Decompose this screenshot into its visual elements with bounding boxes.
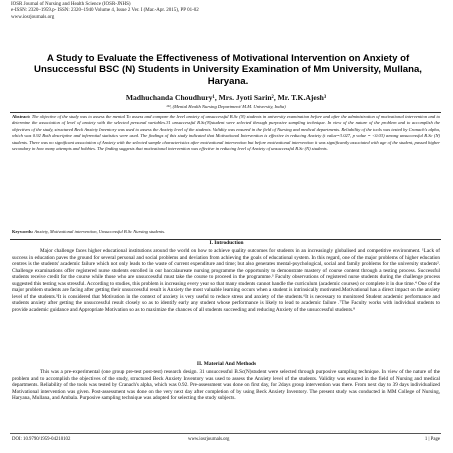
footer-doi: DOI: 10.9790/1959-04210102	[12, 437, 71, 442]
footer-site[interactable]: www.iosrjournals.org	[188, 437, 230, 442]
section-heading-introduction: I. Introduction	[209, 240, 244, 246]
abstract-label: Abstract:	[12, 114, 31, 119]
journal-issn: e-ISSN: 2320–1959.p- ISSN: 2320–1940 Volume 4, Issue 2 Ver. I (Mar.-Apr. 2015), PP 01-02	[11, 8, 199, 14]
paper-title: A Study to Evaluate the Effectiveness of Motivational Intervention on Anxiety of Unsuccessful BSC (N) Students in University Examination of Mm University, Mullana, Haryana.	[34, 53, 422, 87]
keywords	[12, 229, 440, 235]
section-heading-methods: II. Material And Methods	[196, 361, 257, 367]
journal-url[interactable]: www.iosrjournals.org	[11, 14, 55, 20]
author-list: Madhuchanda Choudhury¹, Mrs. Jyoti Sarin², Mr. T.K.Ajesh³	[125, 93, 327, 102]
abstract	[12, 114, 440, 152]
keywords-label: Keywords:	[12, 229, 34, 234]
keywords-text: Anxiety, Motivational intervention, Unsuccessful B.Sc Nursing students.	[34, 229, 166, 234]
author-affiliation: ¹²³, (Mental Health Nursing Department/ M.M. University, India)	[166, 104, 286, 109]
journal-header	[11, 2, 441, 21]
footer-divider	[10, 433, 441, 434]
section-text-introduction: Major challenge faces higher educational institutions around the world on how to achieve quality outcomes for students in an increasingly globalised and competitive environment. ¹Lack of success in education paves the ground for several personal and social problems and deviation from achieving the goals of educational system. In this regard, one of the major problems of higher education centres is the students' academic failure which not only leads to the waste of current expenditure and time; but also generates mental-psychological, social and family problems for the university students². Challenge examinations offer registered nurse students enrolled in our baccalaureate nursing programme the opportunity to demonstrate mastery of course content through a testing process. Successful students receive credit for the course while those who are unsuccessful must take the course to proceed in the programme.³ Faculty observations of registered nurse students during the challenge process suggested this testing was stressful. According to studies, this problem is increasing every year so that many students cannot handle the curriculum (academic courses) or complete it in due time.⁴ One of the major problem students are facing after getting their unsuccessful result is Anxiety the most valuable learning occurs when a student is intrinsically motivated.Motivational has a direct impact on the anxiety level of the students.⁵It is considered that Motivation in the context of anxiety is very useful to reduce stress and anxiety of the students.⁶It is necessary to monitored Student academic performance and students anxiety after getting the unsuccessful result closely so as to identify early any student whose performance is likely to lead to academic failure .⁷The Faculty works with individual students to provide academic guidance and Appropriate Motivation so as to maximize the chances of all students succeeding and reducing Anxiety of the unsuccessful students.⁸	[12, 248, 440, 313]
section-text-methods: This was a pre-experimental (one group pre-test post-test) research design. 31 unsuccessful B.Sc(N)student were selected through purposive sampling technique. In view of the nature of the problem and to accomplish the objectives of the study, structured Beck Anxiety Inventory was used to assess the Anxiety level of the students. Validity was ensured in the field of Nursing and medical departments. Reliability of the tools was tested by Cranach's alpha, which was 0.92. Pre-assessment was done on first day, for 2days group intervention was there. From next day to 39 days individualized Motivational intervention was given. Post-assessment was done on the very next day after completion of by using Beck Anxiety Inventory. The present study was conducted in MM College of Nursing, Haryana, Mullana, and Ambala. Purposive sampling technique was adopted for selecting the study subjects.	[12, 369, 440, 402]
abstract-text: The objective of the study was to assess the mental To assess and compare the level anxiety of unsuccessful B.Sc (N) students in university examination before and after the administration of motivational intervention and to determine the association of level of anxiety with the selected personal variables.31 unsuccessful B.Sc(N)student were selected through purposive sampling technique. In view of the nature of the problem and to accomplish the objectives of the study, structured Beck Anxiety Inventory was used to assess the Anxiety level of the students. Validity was ensured in the field of Nursing and medical departments. Reliability of the tools was tested by Cranach's alpha, which was 0.92 Both descriptive and inferential statistics were used. The findings of this study indicated that Motivational Intervention is effective in reducing Anxiety (t value=3.027, p value = <0.03) among unsuccessful B.Sc (N) students. There was no significant association of Anxiety with the selected sample characteristics after motivational intervention but before motivational intervention it was significantly associated with age of the student, passed higher secondary in how many attempts and hobbies. The finding suggests that motivational intervention was effective in reducing level of Anxiety of unsuccessful B.Sc (N) students.	[12, 114, 441, 152]
footer-page-number: 1 | Page	[424, 437, 440, 442]
journal-name: IOSR Journal of Nursing and Health Science (IOSR-JNHS)	[11, 2, 131, 7]
